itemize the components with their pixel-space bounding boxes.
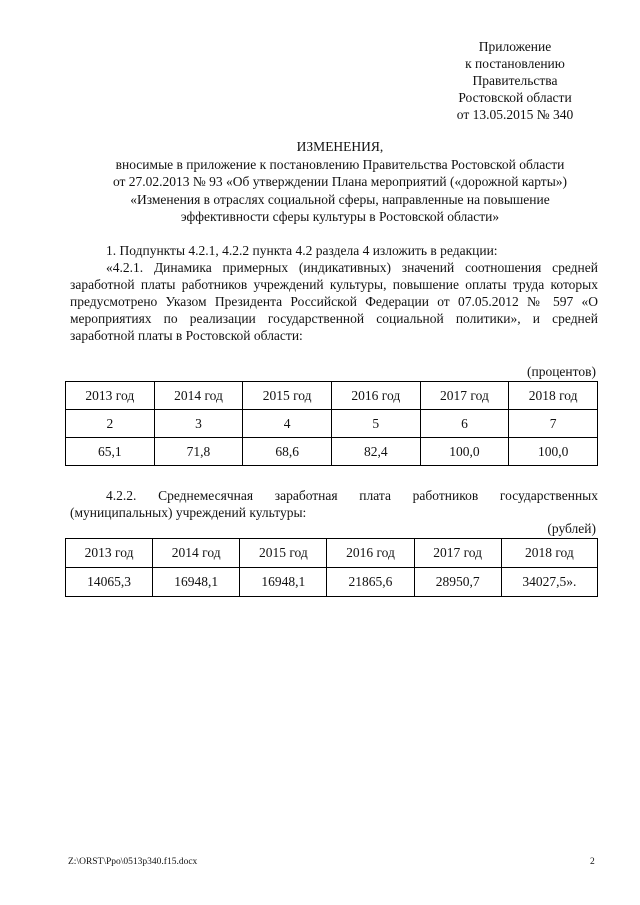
table-cell: 7 [509,410,598,438]
table-row [66,438,598,466]
ratio-table [65,381,598,466]
table-row [66,568,598,597]
table-cell: 100,0 [420,438,509,466]
table-cell: 28950,7 [414,568,501,597]
table-header-cell: 2018 год [501,539,597,568]
table-cell: 68,6 [243,438,332,466]
table-cell: 82,4 [331,438,420,466]
footer-file-path: Z:\ORST\Ppo\0513p340.f15.docx [68,857,198,867]
table-header-cell: 2016 год [327,539,414,568]
table-header-cell: 2015 год [243,382,332,410]
table-cell: 16948,1 [153,568,240,597]
table-header-cell: 2016 год [331,382,420,410]
table-header-row [66,382,598,410]
table-cell: 6 [420,410,509,438]
salary-table [65,538,598,597]
heading-line: эффективности сферы культуры в Ростовской области» [180,209,500,224]
table-header-cell: 2014 год [153,539,240,568]
item2-text: 4.2.2. Среднемесячная заработная плата работников государственных (муниципальных) учреждений культуры: [70,488,598,520]
table-number-row [66,410,598,438]
document-heading [60,138,620,226]
table-cell: 4 [243,410,332,438]
table-cell: 3 [154,410,243,438]
table-header-cell: 2018 год [509,382,598,410]
page-number: 2 [590,857,595,867]
appendix-line: Ростовской области [458,90,572,105]
table-cell: 65,1 [66,438,155,466]
table-cell: 2 [66,410,155,438]
heading-line: от 27.02.2013 № 93 «Об утверждении Плана мероприятий («дорожной карты») [112,174,568,189]
table-header-cell: 2015 год [240,539,327,568]
table-cell: 71,8 [154,438,243,466]
appendix-line: Правительства [472,73,558,88]
table-header-cell: 2013 год [66,539,153,568]
table-cell: 100,0 [509,438,598,466]
table-cell: 34027,5». [501,568,597,597]
appendix-line: от 13.05.2015 № 340 [456,107,574,122]
table-cell: 21865,6 [327,568,414,597]
table-cell: 16948,1 [240,568,327,597]
heading-line: «Изменения в отраслях социальной сферы, направленные на повышение [130,191,550,207]
table-cell: 5 [331,410,420,438]
appendix-line: Приложение [478,39,552,54]
page-title: ИЗМЕНЕНИЯ, [296,139,384,154]
table-header-cell: 2017 год [420,382,509,410]
table-header-cell: 2013 год [66,382,155,410]
item1-intro: 1. Подпункты 4.2.1, 4.2.2 пункта 4.2 раздела 4 изложить в редакции: [106,243,498,258]
table-cell: 14065,3 [66,568,153,597]
table1-unit: (процентов) [526,364,596,379]
heading-line: вносимые в приложение к постановлению Правительства Ростовской области [115,156,565,172]
table-header-cell: 2014 год [154,382,243,410]
table-header-row [66,539,598,568]
item1-text: «4.2.1. Динамика примерных (индикативных) значений соотношения средней заработной платы работников учреждений культуры, повышение оплаты труда которых предусмотрено Указом Президента Российской Федерации от 07.05.2012 № 597 «О мероприятиях по реализации государственной социальной политики», и средней заработной платы в Ростовской области: [70,260,598,343]
table-header-cell: 2017 год [414,539,501,568]
appendix-line: к постановлению [465,56,565,71]
appendix-block [415,38,615,123]
table2-unit: (рублей) [547,521,596,536]
